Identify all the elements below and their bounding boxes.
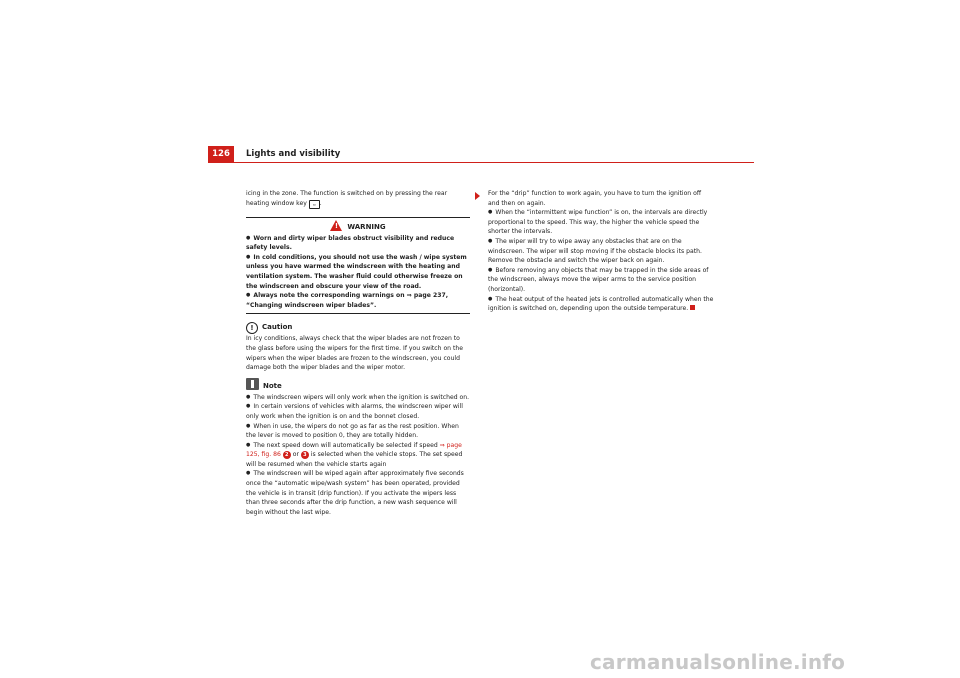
continue-arrow-icon: [475, 192, 480, 200]
fig-86-ref-link[interactable]: ⇒ page 125, fig. 86: [246, 441, 462, 459]
note-header: [246, 378, 470, 393]
header-rule: [208, 162, 754, 163]
rear-heating-key-icon: ≈: [309, 200, 320, 209]
warning-title: WARNING: [347, 222, 386, 231]
warning-triangle-icon: [330, 220, 342, 231]
note-bullet-4-text: The next speed down will automatically be selected if speed: [253, 441, 438, 449]
note-bullet-1: ● The windscreen wipers will only work when the ignition is switched on.: [246, 393, 470, 403]
caution-body: In icy conditions, always check that the wiper blades are not frozen to the glass before using the wipers for the first time. If you switch on the wipers when the wiper blades are frozen to the windscreen, you could damage both the wiper blades and the wiper motor.: [246, 335, 463, 372]
caution-exclamation-icon: !: [246, 322, 258, 334]
position-3-badge: 3: [301, 451, 309, 459]
warning-box: [246, 217, 470, 315]
warning-bullet-3: [246, 291, 470, 310]
right-bullet-1: ● When the “intermittent wipe function” is on, the intervals are directly proportional to the speed. This way, the higher the vehicle speed the shorter the intervals.: [488, 208, 714, 237]
note-bullet-4: [246, 441, 470, 470]
note-info-icon: [246, 378, 259, 390]
watermark: carmanualsonline.info: [590, 650, 846, 674]
right-bullet-4: [488, 295, 714, 314]
right-bullet-4-text: The heat output of the heated jets is controlled automatically when the ignition is switched on, depending upon the outside temperature.: [488, 295, 714, 313]
intro-paragraph: icing in the zone. The function is switched on by pressing the rear heating window key ≈ .: [246, 190, 448, 207]
warning-header: [246, 220, 470, 234]
right-bullet-3: ● Before removing any objects that may be trapped in the side areas of the windscreen, always move the wiper arms to the service position (horizontal).: [488, 266, 714, 295]
note-bullet-5: ● The windscreen will be wiped again after approximately five seconds once the “automatic wipe/wash system” has been operated, provided the vehicle is in transit (drip function). If you activate the wipers less than three seconds after the drip function, a new wash sequence will begin without the last wipe.: [246, 469, 470, 517]
right-column: [488, 189, 714, 314]
right-bullet-2: ● The wiper will try to wipe away any obstacles that are on the windscreen. The wiper will stop moving if the obstacle blocks its path. Remove the obstacle and switch the wiper back on again.: [488, 237, 714, 266]
caution-header: [246, 320, 470, 334]
caution-title: Caution: [262, 323, 293, 332]
position-2-badge: 2: [283, 451, 291, 459]
right-paragraph-1: For the “drip” function to work again, you have to turn the ignition off and then on again.: [488, 190, 702, 207]
note-bullet-2: ● In certain versions of vehicles with alarms, the windscreen wiper will only work when the ignition is on and the bonnet closed.: [246, 402, 470, 421]
left-column: [246, 189, 470, 517]
warning-body: [246, 234, 470, 311]
warning-bullet-1: ● Worn and dirty wiper blades obstruct visibility and reduce safety levels.: [246, 234, 470, 253]
page-number: 126: [208, 146, 234, 163]
intro-text: icing in the zone. The function is switched on by pressing the rear heating window key: [246, 190, 448, 207]
warning-bullet-2: ● In cold conditions, you should not use the wash / wipe system unless you have warmed the windscreen with the heating and ventilation system. The washer fluid could otherwise freeze on the windscreen and obscure your view of the road.: [246, 253, 470, 291]
end-of-section-icon: [690, 305, 695, 310]
note-bullet-4-post: is selected when the vehicle stops. The set speed will be resumed when the vehicle starts again: [246, 451, 463, 468]
section-title: Lights and visibility: [246, 149, 341, 159]
note-bullet-3: ● When in use, the wipers do not go as far as the rest position. When the lever is moved to position 0, they are totally hidden.: [246, 422, 470, 441]
warning-bullet-3-text: Always note the corresponding warnings on: [253, 292, 405, 300]
note-bullet-4-or: or: [292, 451, 299, 459]
note-title: Note: [263, 381, 282, 390]
warning-page-ref-link[interactable]: ⇒ page 237, “Changing windscreen wiper blades”.: [246, 292, 449, 309]
